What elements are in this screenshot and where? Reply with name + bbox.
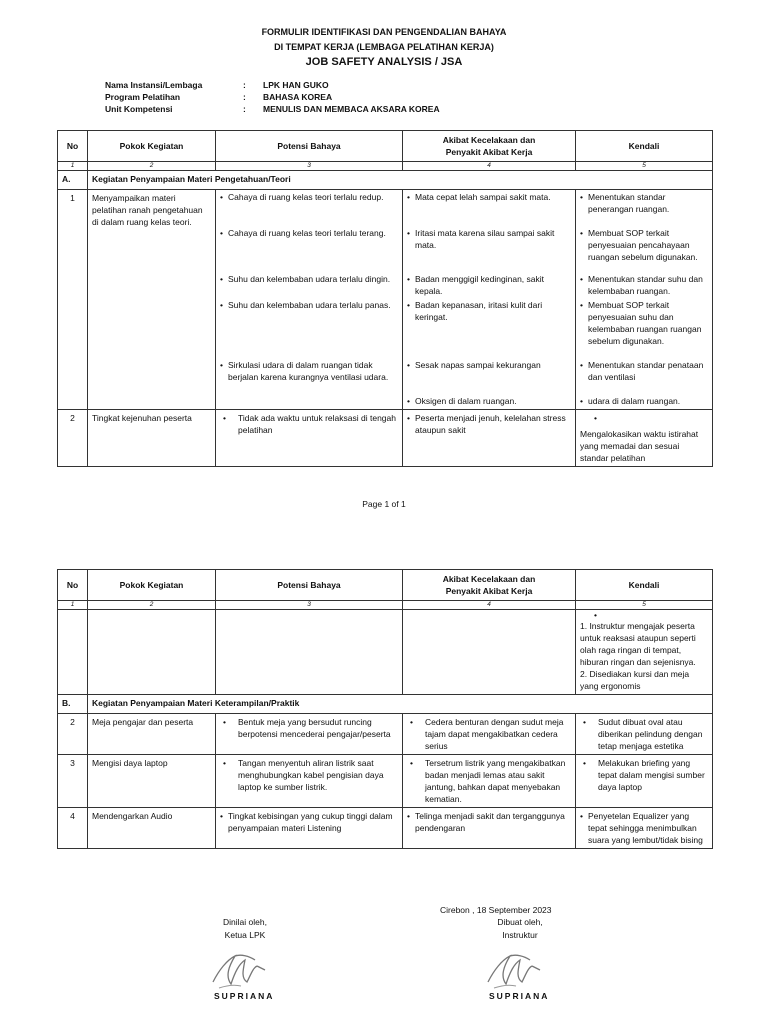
index-cell: 2	[88, 601, 216, 610]
col-header-no: No	[58, 570, 88, 601]
info-value: LPK HAN GUKO	[263, 80, 329, 90]
table-row	[58, 714, 713, 755]
col-header-akibat	[403, 570, 576, 601]
list-item: • Tangan menyentuh aliran listrik saat menghubungkan kabel pengisian daya laptop ke sumber listrik.	[220, 757, 398, 793]
right-signer-name: SUPRIANA	[489, 991, 550, 1001]
index-cell: 4	[403, 162, 576, 171]
list-item: • Cahaya di ruang kelas teori terlalu terang.	[220, 227, 398, 273]
list-item: • Tidak ada waktu untuk relaksasi di tengah pelatihan	[220, 412, 398, 436]
col-header-no: No	[58, 131, 88, 162]
place-date: Cirebon , 18 September 2023	[440, 905, 552, 915]
list-item: • Tersetrum listrik yang mengakibatkan badan menjadi lemas atau sakit jantung, bahkan dapat menyebakan kematian.	[407, 757, 571, 805]
list-item: • Mata cepat lelah sampai sakit mata.	[407, 191, 571, 227]
list-item: • Sirkulasi udara di dalam ruangan tidak berjalan karena kurangnya ventilasi udara.	[220, 359, 398, 395]
index-cell: 5	[576, 162, 713, 171]
row-no: 1	[58, 190, 88, 410]
list-item: • Badan kepanasan, iritasi kulit dari keringat.	[407, 299, 571, 359]
list-item: • udara di dalam ruangan.	[580, 395, 708, 407]
index-row	[58, 162, 713, 171]
row-no: 3	[58, 755, 88, 808]
right-sign-label: Dibuat oleh,	[497, 917, 543, 927]
row-potensi	[216, 714, 403, 755]
info-colon: :	[243, 104, 246, 114]
index-cell: 2	[88, 162, 216, 171]
table-row	[58, 410, 713, 467]
info-row	[105, 80, 440, 92]
section-row-a	[58, 171, 713, 190]
row-no: 4	[58, 808, 88, 849]
list-item: • Oksigen di dalam ruangan.	[407, 395, 571, 407]
index-cell: 4	[403, 601, 576, 610]
list-item: • Badan menggigil kedinginan, sakit kepala.	[407, 273, 571, 299]
info-key: Unit Kompetensi	[105, 104, 173, 114]
list-item: • Peserta menjadi jenuh, kelelahan stress ataupun sakit	[407, 412, 571, 436]
left-signature-scribble	[205, 948, 285, 990]
form-title-line1: FORMULIR IDENTIFIKASI DAN PENGENDALIAN BAHAYA	[261, 27, 507, 37]
table-row	[58, 755, 713, 808]
table-row	[58, 190, 713, 410]
row-kendali	[576, 755, 713, 808]
row-kendali	[576, 410, 713, 467]
row-kendali	[576, 714, 713, 755]
row-akibat	[403, 410, 576, 467]
right-signature-scribble	[480, 948, 560, 990]
bullet-icon: •	[594, 610, 597, 620]
list-item: Mengalokasikan waktu istirahat yang memadai dan sesuai standar pelatihan	[580, 429, 699, 463]
list-item: • Melakukan briefing yang tepat dalam mengisi sumber daya laptop	[580, 757, 708, 793]
empty-cell	[403, 610, 576, 695]
list-item: • Iritasi mata karena silau sampai sakit mata.	[407, 227, 571, 273]
row-no: 2	[58, 714, 88, 755]
row-akibat	[403, 755, 576, 808]
left-signer-name: SUPRIANA	[214, 991, 275, 1001]
info-colon: :	[243, 80, 246, 90]
list-item: • Suhu dan kelembaban udara terlalu dingin.	[220, 273, 398, 299]
info-key: Nama Instansi/Lembaga	[105, 80, 203, 90]
info-row	[105, 92, 440, 104]
section-code: B.	[58, 695, 88, 714]
list-item: • Membuat SOP terkait penyesuaian pencahayaan ruangan sebelum digunakan.	[580, 227, 708, 273]
list-item: • Tingkat kebisingan yang cukup tinggi dalam penyampaian materi Listening	[220, 810, 398, 834]
section-code: A.	[58, 171, 88, 190]
col-header-kendali: Kendali	[576, 570, 713, 601]
list-item: 2. Disediakan kursi dan meja yang ergonomis	[580, 669, 690, 691]
row-pokok: Mendengarkan Audio	[88, 808, 216, 849]
list-item: • Menentukan standar penerangan ruangan.	[580, 191, 708, 227]
right-sign-role: Instruktur	[502, 930, 538, 940]
index-cell: 1	[58, 601, 88, 610]
section-row-b	[58, 695, 713, 714]
list-item: • Membuat SOP terkait penyesuaian suhu dan kelembaban ruangan ruangan sebelum digunakan.	[580, 299, 708, 359]
row-potensi	[216, 755, 403, 808]
row-pokok: Tingkat kejenuhan peserta	[88, 410, 216, 467]
left-sign-label: Dinilai oleh,	[223, 917, 267, 927]
col-header-akibat-line1: Akibat Kecelakaan dan	[442, 574, 536, 584]
index-cell: 5	[576, 601, 713, 610]
row-akibat	[403, 190, 576, 410]
col-header-pokok: Pokok Kegiatan	[88, 131, 216, 162]
col-header-pokok: Pokok Kegiatan	[88, 570, 216, 601]
row-kendali	[576, 190, 713, 410]
row-pokok: Menyampaikan materi pelatihan ranah pengetahuan di dalam ruang kelas teori.	[88, 190, 216, 410]
list-item: • Bentuk meja yang bersudut runcing berpotensi mencederai pengajar/peserta	[220, 716, 398, 740]
info-row	[105, 104, 440, 116]
list-item: • Cahaya di ruang kelas teori terlalu redup.	[220, 191, 398, 227]
info-value: BAHASA KOREA	[263, 92, 333, 102]
index-cell: 3	[216, 601, 403, 610]
row-pokok: Meja pengajar dan peserta	[88, 714, 216, 755]
list-item: 1. Instruktur mengajak peserta untuk reaksasi ataupun seperti olah raga ringan di tempat, hiburan ringan dan sejenisnya.	[580, 621, 696, 667]
index-cell: 1	[58, 162, 88, 171]
form-title-jsa: JOB SAFETY ANALYSIS / JSA	[305, 56, 463, 68]
row-potensi	[216, 410, 403, 467]
list-item: • Suhu dan kelembaban udara terlalu panas.	[220, 299, 398, 359]
info-block	[105, 80, 440, 116]
col-header-akibat	[403, 131, 576, 162]
empty-cell	[58, 610, 88, 695]
col-header-potensi: Potensi Bahaya	[216, 131, 403, 162]
empty-cell	[216, 610, 403, 695]
col-header-potensi: Potensi Bahaya	[216, 570, 403, 601]
col-header-kendali: Kendali	[576, 131, 713, 162]
row-kendali	[576, 610, 713, 695]
table-row	[58, 610, 713, 695]
row-potensi	[216, 190, 403, 410]
row-akibat	[403, 714, 576, 755]
list-item: • Menentukan standar suhu dan kelembaban ruangan.	[580, 273, 708, 299]
form-title-line2: DI TEMPAT KERJA (LEMBAGA PELATIHAN KERJA)	[274, 42, 494, 52]
list-item: • Penyetelan Equalizer yang tepat sehingga menimbulkan suara yang lembut/tidak bising	[580, 810, 708, 846]
row-potensi	[216, 808, 403, 849]
info-value: MENULIS DAN MEMBACA AKSARA KOREA	[263, 104, 440, 114]
table-header-row	[58, 131, 713, 162]
info-colon: :	[243, 92, 246, 102]
list-item: • Sesak napas sampai kekurangan	[407, 359, 571, 395]
list-item: • Menentukan standar penataan dan ventilasi	[580, 359, 708, 395]
empty-cell	[88, 610, 216, 695]
section-title: Kegiatan Penyampaian Materi Keterampilan/Praktik	[88, 695, 713, 714]
table-row	[58, 808, 713, 849]
row-akibat	[403, 808, 576, 849]
col-header-akibat-line1: Akibat Kecelakaan dan	[442, 135, 536, 145]
jsa-table-page1	[57, 130, 713, 467]
bullet-icon: •	[594, 413, 597, 423]
table-header-row	[58, 570, 713, 601]
info-key: Program Pelatihan	[105, 92, 181, 102]
row-no: 2	[58, 410, 88, 467]
section-title: Kegiatan Penyampaian Materi Pengetahuan/Teori	[88, 171, 713, 190]
list-item: • Telinga menjadi sakit dan terganggunya pendengaran	[407, 810, 571, 834]
row-kendali	[576, 808, 713, 849]
index-cell: 3	[216, 162, 403, 171]
index-row	[58, 601, 713, 610]
row-pokok: Mengisi daya laptop	[88, 755, 216, 808]
col-header-akibat-line2: Penyakit Akibat Kerja	[445, 147, 533, 157]
left-sign-role: Ketua LPK	[224, 930, 266, 940]
list-item: • Cedera benturan dengan sudut meja tajam dapat mengakibatkan cedera serius	[407, 716, 571, 752]
jsa-table-page2	[57, 569, 713, 849]
col-header-akibat-line2: Penyakit Akibat Kerja	[445, 586, 533, 596]
page-number: Page 1 of 1	[362, 499, 406, 509]
list-item: • Sudut dibuat oval atau diberikan pelindung dengan tetap menjaga estetika	[580, 716, 708, 752]
